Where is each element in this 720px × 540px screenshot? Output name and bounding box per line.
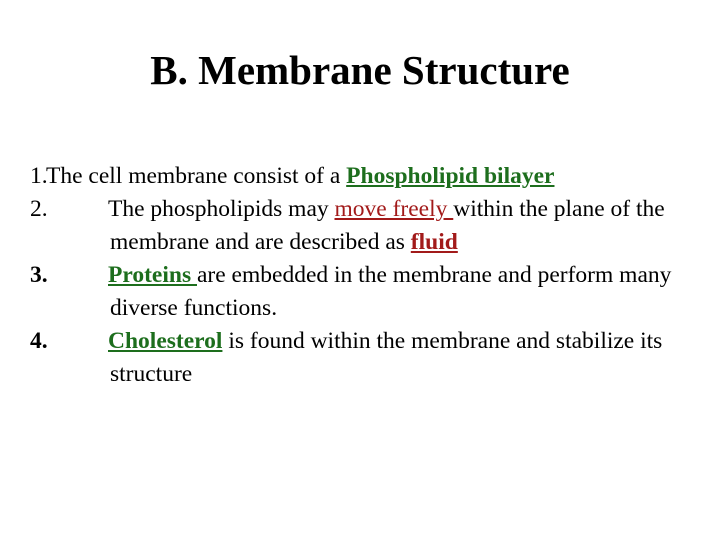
item-text-after: are embedded in the membrane and perform many diverse functions. [110, 262, 672, 321]
slide-title: B. Membrane Structure [150, 47, 570, 93]
list-item [30, 193, 700, 259]
item-text [110, 325, 700, 391]
term-cholesterol: Cholesterol [108, 328, 223, 354]
term-fluid: fluid [410, 229, 458, 255]
item-text [48, 160, 700, 193]
item-text [110, 259, 700, 325]
list-item [30, 259, 700, 325]
item-text-before: The cell membrane consist of a [46, 163, 347, 189]
item-number: 2. [30, 196, 48, 222]
item-text-middle: within the plane of the membrane and are described as [110, 196, 665, 255]
item-number: 3. [30, 262, 48, 288]
list-item [30, 160, 700, 193]
term-proteins: Proteins [108, 262, 197, 288]
term-move-freely: move freely [334, 196, 454, 222]
bullet-list [30, 160, 700, 391]
item-number: 4. [30, 328, 48, 354]
term-phospholipid-bilayer: Phospholipid bilayer [346, 163, 555, 189]
list-item [30, 325, 700, 391]
item-number: 1. [30, 163, 48, 189]
item-text-before: The phospholipids may [108, 196, 335, 222]
item-text [110, 193, 700, 259]
item-text-after: is found within the membrane and stabilize its structure [110, 328, 663, 387]
